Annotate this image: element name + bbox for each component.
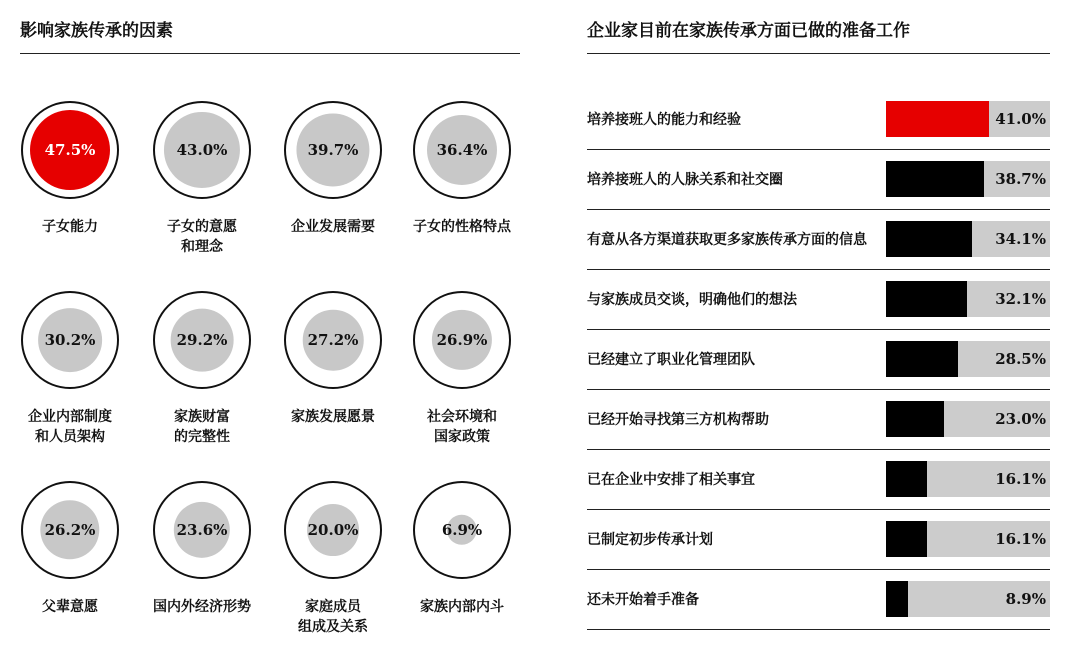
factor-tile <box>397 481 527 617</box>
bar-value-label: 34.1% <box>995 230 1046 248</box>
factor-tile <box>5 101 135 237</box>
bar-category-label: 已经建立了职业化管理团队 <box>587 352 755 368</box>
bar-track <box>886 101 1050 137</box>
bar-track <box>886 581 1050 617</box>
factor-circle <box>413 101 511 199</box>
bar-row <box>587 509 1050 570</box>
factor-circle <box>413 481 511 579</box>
bar-row <box>587 389 1050 450</box>
bar-row <box>587 89 1050 150</box>
bar-value-label: 38.7% <box>995 170 1046 188</box>
factor-value-label: 43.0% <box>176 141 228 159</box>
left-panel-title: 影响家族传承的因素 <box>20 21 173 41</box>
right-title-rule <box>587 53 1050 54</box>
bar-row <box>587 449 1050 510</box>
left-title-rule <box>20 53 520 54</box>
factor-circle <box>153 481 251 579</box>
bar-category-label: 已制定初步传承计划 <box>587 532 713 548</box>
factor-tile <box>5 481 135 617</box>
bar-track <box>886 161 1050 197</box>
factor-label: 家庭成员 组成及关系 <box>298 599 368 635</box>
factor-value-label: 20.0% <box>307 521 359 539</box>
factor-circle <box>21 101 119 199</box>
factor-circle <box>284 101 382 199</box>
bar-row <box>587 149 1050 210</box>
factor-tile <box>268 101 398 237</box>
factor-tile <box>137 101 267 257</box>
factor-label: 企业内部制度 和人员架构 <box>28 409 112 445</box>
bar-track <box>886 281 1050 317</box>
bar-value-label: 16.1% <box>995 470 1046 488</box>
factor-value-label: 23.6% <box>176 521 228 539</box>
factor-circle <box>21 291 119 389</box>
factor-value-label: 6.9% <box>441 521 483 539</box>
factor-label: 家族发展愿景 <box>291 409 375 425</box>
bar-value-label: 28.5% <box>995 350 1046 368</box>
factor-label: 子女的性格特点 <box>413 219 511 235</box>
bar-value-label: 41.0% <box>995 110 1046 128</box>
factor-value-label: 36.4% <box>436 141 488 159</box>
bar-fill <box>886 281 967 317</box>
factor-tile <box>137 481 267 617</box>
factor-circle <box>413 291 511 389</box>
factor-value-label: 30.2% <box>44 331 96 349</box>
factor-value-label: 26.2% <box>44 521 96 539</box>
factor-label: 家族内部内斗 <box>420 599 504 615</box>
bar-track <box>886 341 1050 377</box>
factor-value-label: 27.2% <box>307 331 359 349</box>
bar-fill <box>886 521 927 557</box>
bar-category-label: 还未开始着手准备 <box>587 592 699 608</box>
bar-category-label: 培养接班人的能力和经验 <box>587 112 741 128</box>
bar-fill <box>886 101 989 137</box>
bar-row <box>587 209 1050 270</box>
bar-category-label: 已在企业中安排了相关事宜 <box>587 472 755 488</box>
factor-value-label: 47.5% <box>44 141 96 159</box>
bar-fill <box>886 161 984 197</box>
bar-row <box>587 329 1050 390</box>
bar-track <box>886 461 1050 497</box>
factor-value-label: 26.9% <box>436 331 488 349</box>
bar-row <box>587 569 1050 630</box>
bar-category-label: 培养接班人的人脉关系和社交圈 <box>587 172 783 188</box>
bar-value-label: 32.1% <box>995 290 1046 308</box>
factor-label: 国内外经济形势 <box>153 599 251 615</box>
factor-label: 企业发展需要 <box>291 219 375 235</box>
factor-tile <box>5 291 135 447</box>
right-panel-title: 企业家目前在家族传承方面已做的准备工作 <box>587 21 910 41</box>
factor-tile <box>397 291 527 447</box>
bar-category-label: 已经开始寻找第三方机构帮助 <box>587 412 769 428</box>
factor-circle <box>284 481 382 579</box>
bar-value-label: 16.1% <box>995 530 1046 548</box>
factor-label: 家族财富 的完整性 <box>174 409 230 445</box>
factor-tile <box>397 101 527 237</box>
bar-track <box>886 221 1050 257</box>
factor-value-label: 29.2% <box>176 331 228 349</box>
factor-tile <box>268 481 398 637</box>
bar-category-label: 有意从各方渠道获取更多家族传承方面的信息 <box>587 232 867 248</box>
bar-fill <box>886 221 972 257</box>
factor-tile <box>137 291 267 447</box>
bar-row <box>587 269 1050 330</box>
factor-circle <box>284 291 382 389</box>
bar-fill <box>886 401 944 437</box>
factor-label: 子女的意愿 和理念 <box>167 219 237 255</box>
bar-value-label: 23.0% <box>995 410 1046 428</box>
bar-category-label: 与家族成员交谈，明确他们的想法 <box>587 292 797 308</box>
bar-fill <box>886 581 908 617</box>
bar-track <box>886 521 1050 557</box>
bar-value-label: 8.9% <box>1005 590 1046 608</box>
factor-label: 子女能力 <box>42 219 98 235</box>
bar-track <box>886 401 1050 437</box>
factor-circle <box>21 481 119 579</box>
factor-label: 父辈意愿 <box>42 599 98 615</box>
bar-fill <box>886 461 927 497</box>
factor-value-label: 39.7% <box>307 141 359 159</box>
factor-label: 社会环境和 国家政策 <box>427 409 497 445</box>
factor-circle <box>153 291 251 389</box>
bar-fill <box>886 341 958 377</box>
factor-tile <box>268 291 398 427</box>
factor-circle <box>153 101 251 199</box>
